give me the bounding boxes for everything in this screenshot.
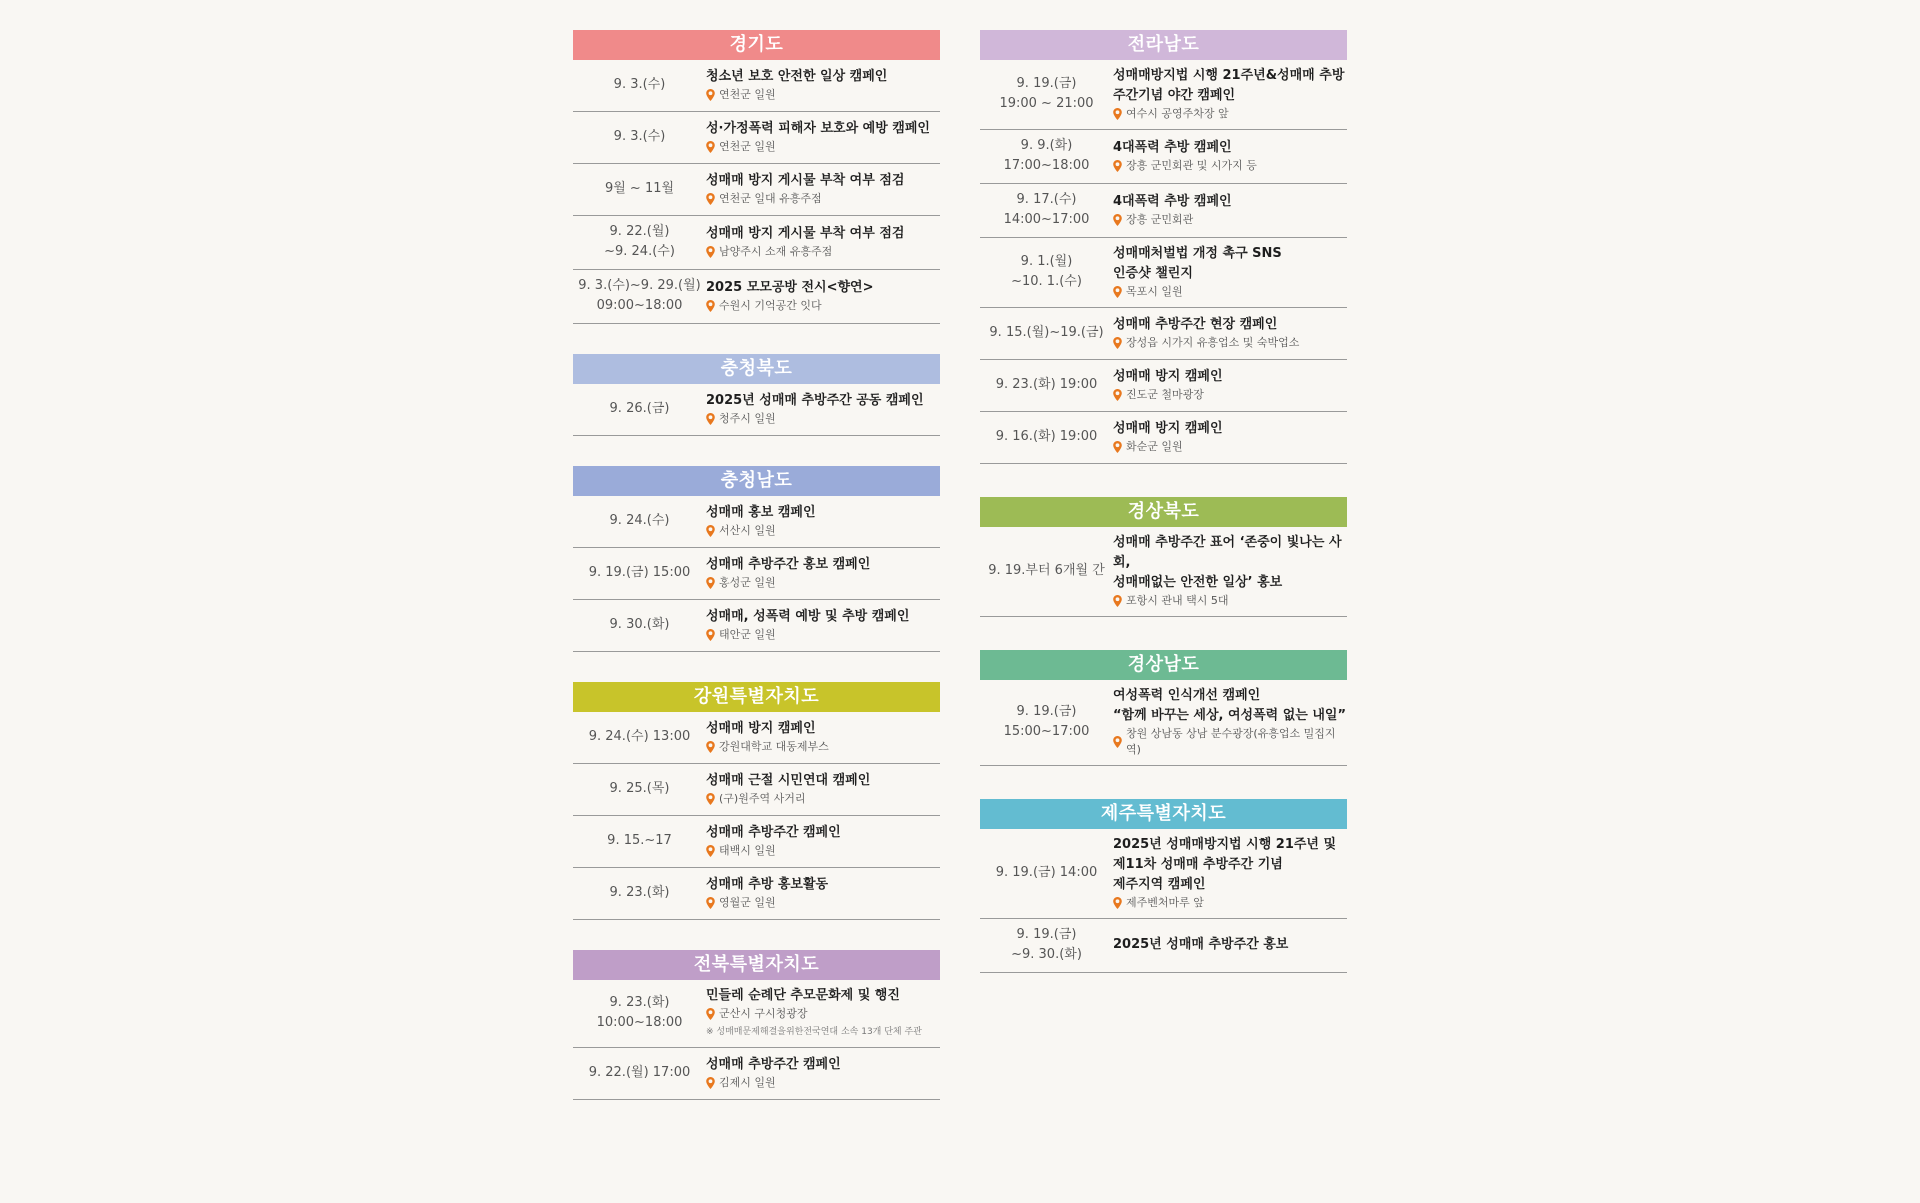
event-location-text: 태안군 일원: [719, 628, 776, 641]
event-date: 9. 22.(월) 17:00: [588, 1065, 691, 1080]
location-pin-icon: [706, 141, 715, 153]
event-title: 2025 모모공방 전시<향연>: [706, 280, 874, 295]
event-info: [1113, 419, 1347, 455]
event-info: [1113, 367, 1347, 403]
event-location: [706, 523, 940, 539]
event-row: [980, 130, 1347, 184]
left-column: [573, 30, 940, 1130]
event-location-text: 장성읍 시가지 유흥업소 및 숙박업소: [1126, 336, 1300, 349]
event-info: [706, 719, 940, 755]
event-title: 성매매 추방 홍보활동: [706, 877, 829, 892]
region-header: 충청남도: [573, 466, 940, 496]
event-row: [573, 270, 940, 324]
event-info: [706, 875, 940, 911]
event-row: [573, 164, 940, 216]
region-header: 경상남도: [980, 650, 1347, 680]
event-info: [1113, 935, 1347, 955]
event-location-text: 서산시 일원: [719, 524, 776, 537]
region-section-jeju: [980, 799, 1347, 973]
region-header: 전북특별자치도: [573, 950, 940, 980]
event-location-text: 태백시 일원: [719, 844, 776, 857]
event-title: 성매매방지법 시행 21주년&성매매 추방 주간기념 야간 캠페인: [1113, 68, 1345, 103]
event-location-text: 장흥 군민회관: [1126, 213, 1194, 226]
event-row: [980, 308, 1347, 360]
event-location: [706, 843, 940, 859]
event-title: 성매매처벌법 개정 촉구 SNS 인증샷 챌린지: [1113, 246, 1282, 281]
event-info: [706, 555, 940, 591]
event-location: [706, 575, 940, 591]
event-row: [980, 919, 1347, 973]
event-date: 9. 22.(월) ~9. 24.(수): [604, 224, 675, 259]
region-section-chungbuk: [573, 354, 940, 436]
location-pin-icon: [706, 629, 715, 641]
region-header: 전라남도: [980, 30, 1347, 60]
event-location-text: 청주시 일원: [719, 412, 776, 425]
event-location: [706, 139, 940, 155]
event-location-text: 목포시 일원: [1126, 285, 1183, 298]
location-pin-icon: [1113, 286, 1122, 298]
event-location-text: 남양주시 소재 유흥주점: [719, 245, 833, 258]
event-location-text: 진도군 철마광장: [1126, 388, 1204, 401]
location-pin-icon: [706, 525, 715, 537]
event-row: [573, 60, 940, 112]
event-date: 9. 23.(화) 10:00~18:00: [596, 995, 683, 1030]
location-pin-icon: [1113, 337, 1122, 349]
event-location: [706, 739, 940, 755]
event-row: [980, 829, 1347, 919]
event-date: 9. 25.(목): [609, 781, 670, 796]
location-pin-icon: [706, 1008, 715, 1020]
event-row: [573, 112, 940, 164]
event-info: [1113, 533, 1347, 609]
event-info: [1113, 315, 1347, 351]
event-info: [706, 391, 940, 427]
event-location: [1113, 335, 1347, 351]
event-date: 9. 19.(금) 15:00: [588, 565, 691, 580]
event-row: [980, 184, 1347, 238]
event-date: 9. 24.(수) 13:00: [588, 729, 691, 744]
event-location: [1113, 439, 1347, 455]
event-title: 성·가정폭력 피해자 보호와 예방 캠페인: [706, 121, 930, 136]
event-row: [980, 238, 1347, 308]
event-title: 4대폭력 추방 캠페인: [1113, 194, 1232, 209]
event-row: [573, 548, 940, 600]
event-title: 성매매 추방주간 현장 캠페인: [1113, 317, 1278, 332]
event-location: [1113, 387, 1347, 403]
event-title: 성매매 방지 게시물 부착 여부 점검: [706, 173, 905, 188]
region-section-chungnam: [573, 466, 940, 652]
location-pin-icon: [706, 246, 715, 258]
event-info: [706, 278, 940, 314]
region-section-gyeonggi: [573, 30, 940, 324]
event-title: 성매매, 성폭력 예방 및 추방 캠페인: [706, 609, 910, 624]
location-pin-icon: [1113, 736, 1122, 748]
event-location: [706, 87, 940, 103]
location-pin-icon: [1113, 595, 1122, 607]
event-title: 민들레 순례단 추모문화제 및 행진: [706, 988, 900, 1003]
region-header: 경기도: [573, 30, 940, 60]
event-row: [573, 216, 940, 270]
event-title: 2025년 성매매 추방주간 홍보: [1113, 937, 1289, 952]
event-location: [706, 411, 940, 427]
event-info: [706, 67, 940, 103]
event-title: 성매매 홍보 캠페인: [706, 505, 816, 520]
event-title: 성매매 방지 캠페인: [1113, 369, 1223, 384]
location-pin-icon: [706, 413, 715, 425]
location-pin-icon: [1113, 441, 1122, 453]
event-note: ※ 성매매문제해결을위한전국연대 소속 13개 단체 주관: [706, 1027, 922, 1037]
location-pin-icon: [706, 741, 715, 753]
event-info: [1113, 244, 1347, 300]
event-title: 성매매 방지 캠페인: [1113, 421, 1223, 436]
event-location-text: 여수시 공영주차장 앞: [1126, 107, 1229, 120]
event-info: [1113, 138, 1347, 174]
event-location-text: 홍성군 일원: [719, 576, 776, 589]
event-info: [1113, 192, 1347, 228]
event-title: 성매매 추방주간 캠페인: [706, 1057, 841, 1072]
event-row: [980, 360, 1347, 412]
event-title: 청소년 보호 안전한 일상 캠페인: [706, 69, 888, 84]
event-row: [573, 980, 940, 1048]
event-row: [980, 412, 1347, 464]
event-date: 9. 19.(금) 14:00: [995, 865, 1098, 880]
event-location-text: 연천군 일원: [719, 140, 776, 153]
event-location-text: 연천군 일원: [719, 88, 776, 101]
location-pin-icon: [1113, 108, 1122, 120]
event-title: 성매매 추방주간 홍보 캠페인: [706, 557, 871, 572]
location-pin-icon: [706, 793, 715, 805]
event-row: [980, 527, 1347, 617]
event-row: [573, 1048, 940, 1100]
event-title: 2025년 성매매 추방주간 공동 캠페인: [706, 393, 924, 408]
event-title: 성매매 추방주간 표어 ‘존중이 빛나는 사회, 성매매없는 안전한 일상’ 홍보: [1113, 535, 1342, 590]
event-info: [706, 119, 940, 155]
event-info: [1113, 686, 1347, 758]
event-location-text: 수원시 기억공간 잇다: [719, 299, 822, 312]
event-location-text: 연천군 일대 유흥주점: [719, 192, 822, 205]
event-location-text: 제주벤처마루 앞: [1126, 896, 1204, 909]
event-date: 9. 15.~17: [607, 833, 672, 848]
location-pin-icon: [706, 193, 715, 205]
event-location: [706, 1006, 940, 1022]
event-row: [573, 868, 940, 920]
region-header: 강원특별자치도: [573, 682, 940, 712]
location-pin-icon: [706, 89, 715, 101]
location-pin-icon: [706, 577, 715, 589]
event-date: 9. 9.(화) 17:00~18:00: [1003, 138, 1090, 173]
event-location: [1113, 895, 1347, 911]
event-location-text: 강원대학교 대동제부스: [719, 740, 829, 753]
event-title: 성매매 근절 시민연대 캠페인: [706, 773, 871, 788]
event-location: [1113, 212, 1347, 228]
event-location-text: 김제시 일원: [719, 1076, 776, 1089]
event-date: 9. 3.(수): [613, 77, 666, 92]
region-section-jeonbuk: [573, 950, 940, 1100]
event-date: 9. 16.(화) 19:00: [995, 429, 1098, 444]
event-date: 9. 24.(수): [609, 513, 670, 528]
event-date: 9. 19.(금) 19:00 ~ 21:00: [999, 76, 1094, 111]
event-title: 성매매 방지 게시물 부착 여부 점검: [706, 226, 905, 241]
event-location: [706, 1075, 940, 1091]
right-column: [980, 30, 1347, 1006]
event-row: [573, 816, 940, 868]
region-section-jeonnam: [980, 30, 1347, 464]
event-date: 9. 23.(화) 19:00: [995, 377, 1098, 392]
event-row: [573, 496, 940, 548]
event-title: 4대폭력 추방 캠페인: [1113, 140, 1232, 155]
event-info: [706, 607, 940, 643]
event-date: 9. 19.(금) 15:00~17:00: [1003, 704, 1090, 739]
event-title: 성매매 방지 캠페인: [706, 721, 816, 736]
event-row: [573, 600, 940, 652]
location-pin-icon: [1113, 897, 1122, 909]
event-date: 9. 30.(화): [609, 617, 670, 632]
event-info: [706, 224, 940, 260]
region-header: 제주특별자치도: [980, 799, 1347, 829]
event-location-text: 영월군 일원: [719, 896, 776, 909]
region-section-gangwon: [573, 682, 940, 920]
location-pin-icon: [1113, 214, 1122, 226]
event-location: [706, 244, 940, 260]
event-row: [573, 764, 940, 816]
event-info: [1113, 835, 1347, 911]
event-location: [1113, 284, 1347, 300]
event-location: [1113, 106, 1347, 122]
event-location: [706, 627, 940, 643]
event-location: [706, 191, 940, 207]
event-location: [706, 298, 940, 314]
event-location: [1113, 726, 1347, 758]
event-date: 9. 19.부터 6개월 간: [988, 563, 1105, 578]
event-info: [1113, 66, 1347, 122]
event-date: 9. 26.(금): [609, 401, 670, 416]
event-row: [573, 712, 940, 764]
event-location: [1113, 593, 1347, 609]
location-pin-icon: [706, 845, 715, 857]
location-pin-icon: [706, 897, 715, 909]
event-date: 9. 19.(금) ~9. 30.(화): [1011, 927, 1082, 962]
event-title: 여성폭력 인식개선 캠페인 “함께 바꾸는 세상, 여성폭력 없는 내일”: [1113, 688, 1347, 723]
event-date: 9월 ~ 11월: [604, 181, 675, 196]
event-info: [706, 503, 940, 539]
event-location: [706, 791, 940, 807]
event-location-text: 군산시 구시청광장: [719, 1007, 808, 1020]
event-location-text: 화순군 일원: [1126, 440, 1183, 453]
location-pin-icon: [1113, 160, 1122, 172]
event-row: [980, 60, 1347, 130]
event-date: 9. 3.(수)~9. 29.(월) 09:00~18:00: [578, 278, 701, 313]
location-pin-icon: [706, 300, 715, 312]
event-info: [706, 986, 940, 1040]
event-date: 9. 3.(수): [613, 129, 666, 144]
event-row: [980, 680, 1347, 766]
event-location-text: 포항시 관내 택시 5대: [1126, 594, 1229, 607]
event-location: [706, 895, 940, 911]
event-location-text: 장흥 군민회관 및 시가지 등: [1126, 159, 1257, 172]
event-location-text: (구)원주역 사거리: [719, 792, 806, 805]
event-location: [1113, 158, 1347, 174]
event-row: [573, 384, 940, 436]
event-location-text: 창원 상남동 상남 분수광장(유흥업소 밀집지역): [1126, 727, 1336, 756]
region-section-gyeongbuk: [980, 497, 1347, 617]
event-title: 2025년 성매매방지법 시행 21주년 및 제11차 성매매 추방주간 기념 제주지역 캠페인: [1113, 837, 1337, 892]
event-date: 9. 23.(화): [609, 885, 670, 900]
event-info: [706, 171, 940, 207]
region-header: 경상북도: [980, 497, 1347, 527]
event-title: 성매매 추방주간 캠페인: [706, 825, 841, 840]
event-info: [706, 823, 940, 859]
region-header: 충청북도: [573, 354, 940, 384]
region-section-gyeongnam: [980, 650, 1347, 766]
location-pin-icon: [1113, 389, 1122, 401]
event-date: 9. 1.(월) ~10. 1.(수): [1011, 254, 1082, 289]
event-info: [706, 771, 940, 807]
event-info: [706, 1055, 940, 1091]
event-date: 9. 15.(월)~19.(금): [989, 325, 1104, 340]
location-pin-icon: [706, 1077, 715, 1089]
event-date: 9. 17.(수) 14:00~17:00: [1003, 192, 1090, 227]
